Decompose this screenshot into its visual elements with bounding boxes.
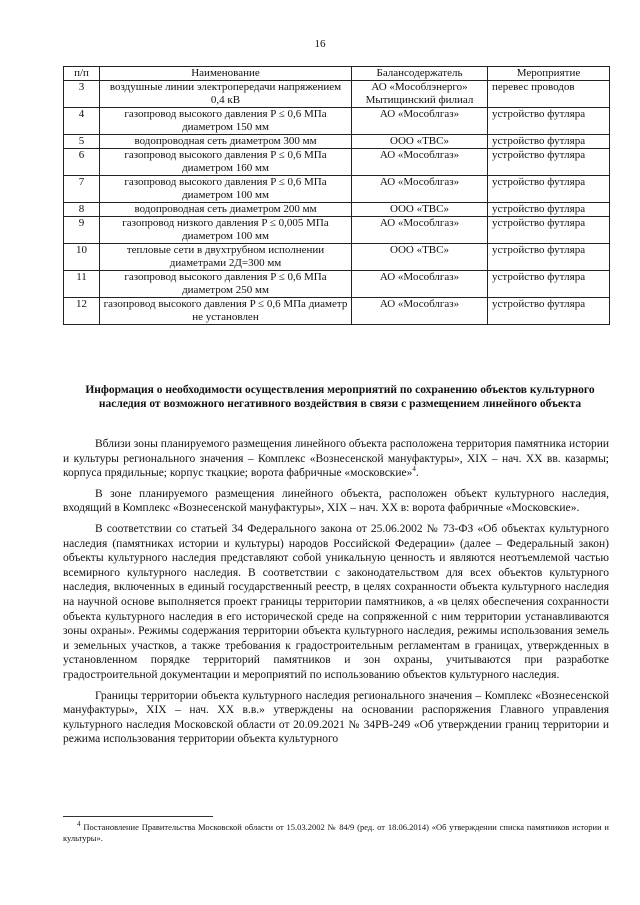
row-number: 10	[64, 244, 100, 271]
row-number: 12	[64, 298, 100, 325]
table-row	[64, 203, 610, 217]
row-holder: АО «Мособлгаз»	[352, 271, 488, 298]
paragraph: Вблизи зоны планируемого размещения линейного объекта расположена территория памятника истории и культуры регионального значения – Комплекс «Вознесенской мануфактуры», XIX – нач. XX вв. казармы; корпуса прядильные; корпус ткацкие; ворота фабричные «московские»$^4$.	[63, 438, 609, 480]
paragraph: Границы территории объекта культурного наследия регионального значения – Комплекс «Вознесенской мануфактуры», XIX – нач. XX в.в.» утверждены на основании распоряжения Главного управления культурного наследия Московской области от 20.09.2021 № 34РВ-249 «Об утверждении границ территории и режима использования территории объекта культурного	[63, 689, 609, 746]
row-holder: АО «Мособлэнерго» Мытищинский филиал	[352, 81, 488, 108]
body-text	[63, 437, 609, 753]
paragraph: В зоне планируемого размещения линейного объекта, расположен объект культурного наследия, входящий в Комплекс «Вознесенской мануфактуры», XIX – нач. XX в: ворота фабричные «Московские».	[63, 487, 609, 515]
table-row	[64, 81, 610, 108]
table-header-row	[64, 67, 610, 81]
paragraph: В соответствии со статьей 34 Федерального закона от 25.06.2002 № 73-ФЗ «Об объектах культурного наследия (памятниках истории и культуры) народов Российской Федерации» (далее – Федеральный закон) объекты культурного наследия представляют собой уникальную ценность и являются неотъемлемой частью всемирного культурного наследия. В соответствии с законодательством для всех объектов культурного наследия, включенных в единый государственный реестр, в целях сохранности объекта культурного наследия на научной основе выполняется проект границы территории памятников, а «в целях обеспечения сохранности объекта культурного наследия в его исторической среде на сопряженной с ним территории устанавливаются зоны охраны». Режимы содержания территории объекта культурного наследия, режимы использования земель и земельных участков, а также требования к градостроительным регламентам в границах, утвержденных в установленном порядке территорий памятников и зон охраны, учитываются при разработке градостроительной документации и мероприятий по использованию объектов культурного наследия.	[63, 522, 609, 681]
row-name: газопровод высокого давления P ≤ 0,6 МПа диаметр не установлен	[100, 298, 352, 325]
row-name: газопровод высокого давления P ≤ 0,6 МПа диаметром 150 мм	[100, 108, 352, 135]
footnote: $^4$ Постановление Правительства Московской области от 15.03.2002 № 84/9 (ред. от 18.06.2014) «Об утверждении списка памятников истории и культуры».	[63, 820, 609, 843]
row-number: 11	[64, 271, 100, 298]
row-measure: перевес проводов	[488, 81, 610, 108]
row-measure: устройство футляра	[488, 298, 610, 325]
header-holder: Балансодержатель	[352, 67, 488, 81]
row-number: 8	[64, 203, 100, 217]
table-row	[64, 149, 610, 176]
header-measure: Мероприятие	[488, 67, 610, 81]
row-measure: устройство футляра	[488, 217, 610, 244]
row-holder: ООО «ТВС»	[352, 203, 488, 217]
row-holder: АО «Мособлгаз»	[352, 149, 488, 176]
row-measure: устройство футляра	[488, 176, 610, 203]
footnote-ref: 4	[412, 465, 416, 474]
row-measure: устройство футляра	[488, 244, 610, 271]
row-measure: устройство футляра	[488, 203, 610, 217]
row-measure: устройство футляра	[488, 271, 610, 298]
row-holder: АО «Мособлгаз»	[352, 108, 488, 135]
row-name: водопроводная сеть диаметром 300 мм	[100, 135, 352, 149]
row-holder: АО «Мособлгаз»	[352, 217, 488, 244]
row-number: 4	[64, 108, 100, 135]
table-row	[64, 244, 610, 271]
header-num: п/п	[64, 67, 100, 81]
row-number: 7	[64, 176, 100, 203]
table-row	[64, 108, 610, 135]
row-number: 3	[64, 81, 100, 108]
row-holder: ООО «ТВС»	[352, 135, 488, 149]
row-name: газопровод низкого давления P ≤ 0,005 МПа диаметром 100 мм	[100, 217, 352, 244]
row-name: воздушные линии электропередачи напряжением 0,4 кВ	[100, 81, 352, 108]
row-measure: устройство футляра	[488, 149, 610, 176]
row-number: 6	[64, 149, 100, 176]
row-name: газопровод высокого давления P ≤ 0,6 МПа диаметром 160 мм	[100, 149, 352, 176]
table-row	[64, 298, 610, 325]
row-name: газопровод высокого давления P ≤ 0,6 МПа диаметром 250 мм	[100, 271, 352, 298]
row-measure: устройство футляра	[488, 108, 610, 135]
row-number: 9	[64, 217, 100, 244]
row-holder: ООО «ТВС»	[352, 244, 488, 271]
row-holder: АО «Мособлгаз»	[352, 298, 488, 325]
section-heading: Информация о необходимости осуществления мероприятий по сохранению объектов культурного наследия от возможного негативного воздействия в связи с размещением линейного объекта	[85, 384, 595, 410]
footnote-divider	[63, 816, 213, 817]
table-row	[64, 135, 610, 149]
utilities-table	[63, 66, 610, 325]
table-row	[64, 271, 610, 298]
row-holder: АО «Мособлгаз»	[352, 176, 488, 203]
row-measure: устройство футляра	[488, 135, 610, 149]
table-row	[64, 217, 610, 244]
row-name: водопроводная сеть диаметром 200 мм	[100, 203, 352, 217]
page-number: 16	[314, 38, 326, 50]
row-name: тепловые сети в двухтрубном исполнении диаметрами 2Д=300 мм	[100, 244, 352, 271]
header-name: Наименование	[100, 67, 352, 81]
row-name: газопровод высокого давления P ≤ 0,6 МПа диаметром 100 мм	[100, 176, 352, 203]
table-row	[64, 176, 610, 203]
row-number: 5	[64, 135, 100, 149]
